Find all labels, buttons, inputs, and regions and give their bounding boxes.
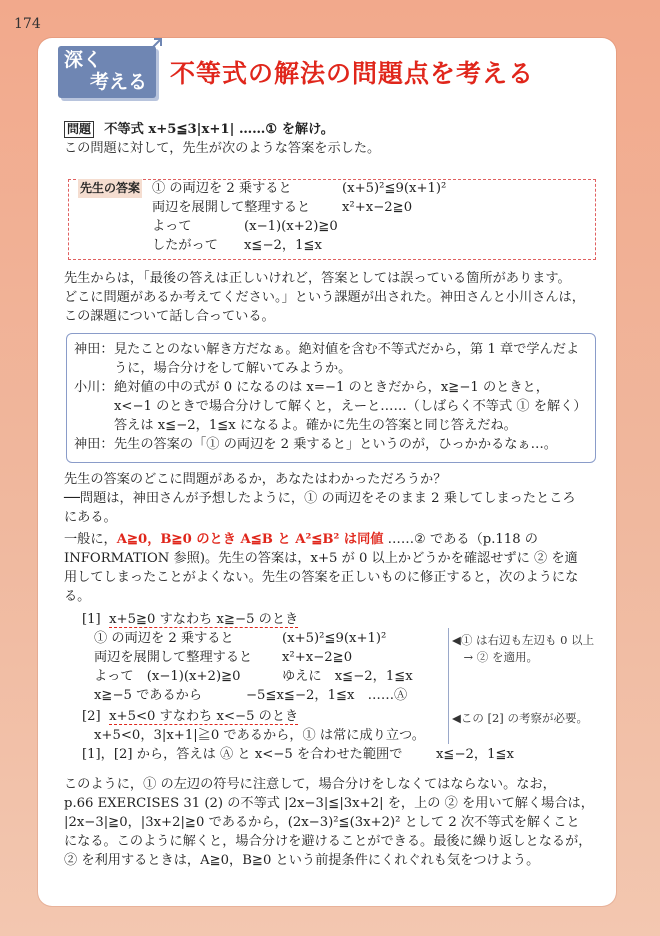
case1-number: [1] [82, 612, 101, 627]
para3-line1 [64, 530, 538, 549]
problem-text: 不等式 x+5≦3|x+1| ……① を解け。 [104, 122, 334, 137]
speech-2-line3: 答えは x≦−2，1≦x になるよ。確かに先生の答案と同じ答えだね。 [114, 418, 517, 433]
badge-line1: 深く [64, 49, 103, 71]
case1-line3b: ゆえに x≦−2，1≦x [282, 669, 413, 684]
speaker-2: 小川： [74, 380, 114, 395]
answer-line-3a: よって [152, 219, 192, 234]
speech-1-line1: 見たことのない解き方だなぁ。絶対値を含む不等式だから，第 1 章で学んだよ [114, 342, 580, 357]
case2-number: [2] [82, 709, 101, 724]
deep-think-badge [58, 46, 156, 98]
para4-line1: このように，① の左辺の符号に注意して，場合分けをしなくてはならない。なお， [64, 777, 556, 792]
answer-line-2a: 両辺を展開して整理すると [152, 200, 311, 215]
para4-line2: p.66 EXERCISES 31 (2) の不等式 |2x−3|≦|3x+2| を，上の ② を用いて解く場合は， [64, 796, 594, 811]
content-panel [38, 38, 616, 906]
answer-line-4a: したがって [152, 238, 218, 253]
side-note-1-line2: → ② を適用。 [452, 650, 538, 664]
final-answer-a: [1]，[2] から，答えは Ⓐ と x<−5 を合わせた範囲で [82, 747, 403, 762]
para1-line3: この課題について話し合っている。 [64, 309, 275, 324]
case1-line4a: x≧−5 であるから [94, 688, 203, 703]
page-title: 不等式の解法の問題点を考える [170, 59, 535, 88]
speech-2-line1: 絶対値の中の式が 0 になるのは x=−1 のときだから，x≧−1 のときと， [114, 380, 549, 395]
para1-line2: どこに問題があるか考えてください。」という課題が出された。神田さんと小川さんは， [64, 290, 585, 305]
problem-statement [64, 120, 334, 139]
teacher-answer-label: 先生の答案 [78, 179, 142, 198]
para3-line4: る。 [64, 589, 91, 604]
problem-label: 問題 [64, 121, 94, 138]
case1-line4b: −5≦x≦−2，1≦x ……Ⓐ [246, 688, 408, 703]
case1-line2a: 両辺を展開して整理すると [94, 650, 253, 665]
answer-line-4b: x≦−2，1≦x [244, 238, 322, 253]
teacher-answer-label-wrap [78, 179, 142, 198]
answer-line-1a: ① の両辺を 2 乗すると [152, 181, 292, 196]
para3-line3: 用してしまったことがよくない。先生の答案を正しいものに修正すると，次のようにな [64, 570, 579, 585]
para4-line4: になる。このように解くと，場合分けを避けることができる。最後に繰り返しとなるが， [64, 834, 592, 849]
answer-line-3b: (x−1)(x+2)≧0 [244, 219, 338, 234]
para1-line1: 先生からは，「最後の答えは正しいけれど，答案としては誤っている箇所があります。 [64, 271, 571, 286]
para4-line3: |2x−3|≧0，|3x+2|≧0 であるから，(2x−3)²≦(3x+2)² として 2 次不等式を解くこと [64, 815, 580, 830]
case1-condition: x+5≧0 すなわち x≧−5 のとき [109, 612, 299, 627]
speaker-1: 神田： [74, 342, 114, 357]
para3-line2: INFORMATION 参照)。先生の答案は，x+5 が 0 以上かどうかを確認せずに ② を適 [64, 551, 578, 566]
para2-line1: 先生の答案のどこに問題があるか，あなたはわかっただろうか？ [64, 472, 447, 487]
speech-3-line1: 先生の答案の「① の両辺を 2 乗すると」というのが，ひっかかるなぁ…。 [114, 437, 557, 452]
para2-line2: ──問題は，神田さんが予想したように，① の両辺をそのまま 2 乗してしまったところ [64, 491, 576, 506]
side-note-1-line1: ◀① は右辺も左辺も 0 以上 [452, 633, 595, 647]
answer-line-1b: (x+5)²≦9(x+1)² [342, 181, 447, 196]
badge-line2: 考える [90, 71, 148, 93]
case2-line: x+5<0，3|x+1|≧0 であるから，① は常に成り立つ。 [94, 728, 425, 743]
para3-prefix: 一般に， [64, 532, 117, 547]
case1-line3a: よって (x−1)(x+2)≧0 [94, 669, 241, 684]
final-answer-b: x≦−2，1≦x [436, 747, 514, 762]
side-note-2: ◀この [2] の考察が必要。 [452, 711, 588, 725]
side-note-divider [448, 628, 449, 744]
case1-header [82, 610, 298, 629]
corner-arrow-icon [150, 38, 162, 50]
case2-condition: x+5<0 すなわち x<−5 のとき [109, 709, 299, 724]
case2-header [82, 707, 298, 726]
page-number: 174 [14, 16, 41, 32]
para4-line5: ② を利用するときは，A≧0，B≧0 という前提条件にくれぐれも気をつけよう。 [64, 853, 540, 868]
speaker-3: 神田： [74, 437, 114, 452]
case1-line2b: x²+x−2≧0 [282, 650, 353, 665]
case1-line1b: (x+5)²≦9(x+1)² [282, 631, 387, 646]
answer-line-2b: x²+x−2≧0 [342, 200, 413, 215]
equivalence-statement: A≧0，B≧0 のとき A≦B と A²≦B² は同値 [116, 532, 384, 547]
speech-2-line2: x<−1 のときで場合分けして解くと，えーと……（しばらく不等式 ① を解く） [114, 399, 587, 414]
problem-intro: この問題に対して，先生が次のような答案を示した。 [64, 141, 381, 156]
case1-line1a: ① の両辺を 2 乗すると [94, 631, 234, 646]
para2-line3: にある。 [64, 510, 117, 525]
para3-suffix: ……② である（p.118 の [383, 532, 538, 547]
speech-1-line2: うに，場合分けをして解いてみようか。 [114, 361, 352, 376]
